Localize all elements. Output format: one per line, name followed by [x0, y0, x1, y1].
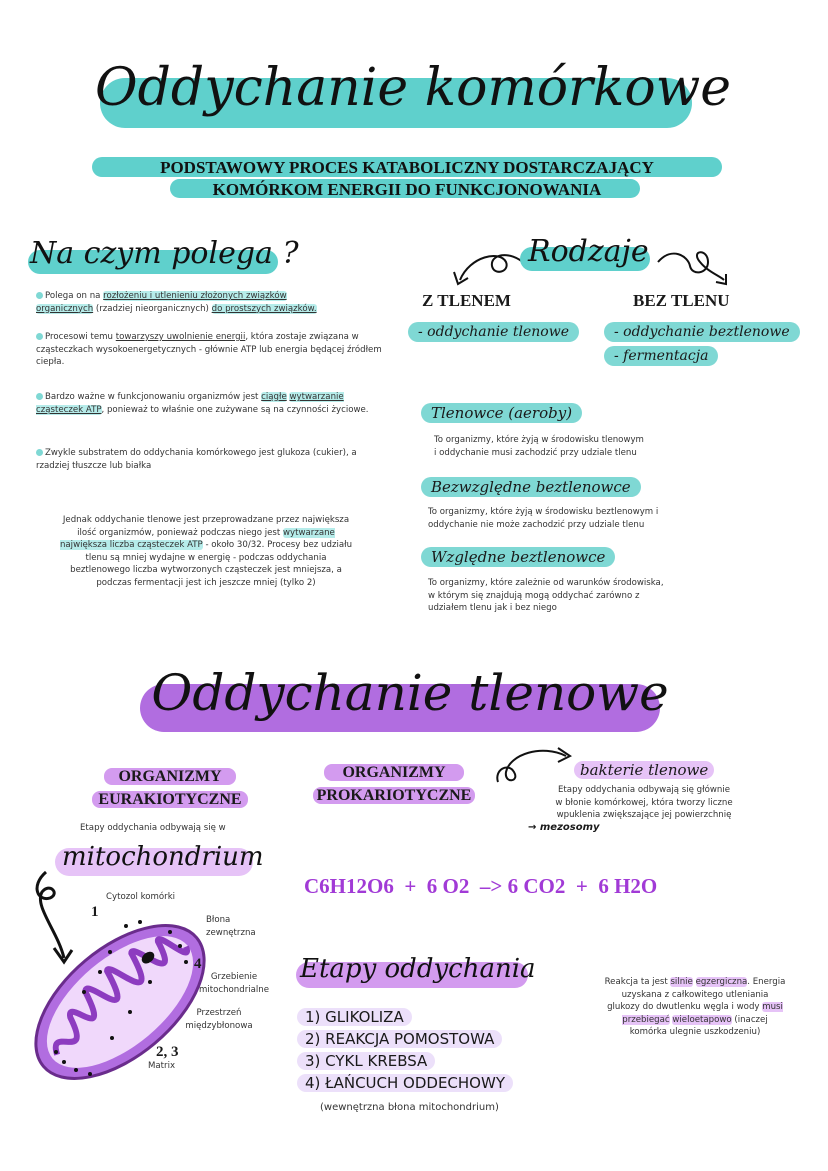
eukaryotic-label: ORGANIZMY EURAKIOTYCZNE	[72, 765, 268, 811]
subtitle-line-2: KOMÓRKOM ENERGII DO FUNKCJONOWANIA	[212, 180, 602, 199]
na-czym-p4: Zwykle substratem do oddychania komórkowego jest glukoza (cukier), a rzadziej tłuszcze lub białka	[36, 448, 357, 471]
curly-arrow-icon	[37, 872, 64, 958]
label-num-23: 2, 3	[156, 1044, 179, 1060]
bullet-icon	[36, 449, 43, 456]
subtitle	[92, 157, 722, 201]
bakterie-desc: Etapy oddychania odbywają się głównie w błonie komórkowej, która tworzy liczne wpuklenia zwiększające jej powierzchnię	[555, 785, 733, 820]
type-desc-wzgledne: To organizmy, które zależnie od warunków środowiska, w którym się znajdują mogą oddychać zarówno z udziałem tlenu jak i bez niego	[428, 578, 664, 613]
bullet-icon	[36, 292, 43, 299]
bullet-icon	[36, 333, 43, 340]
bez-tlenu-item-1: - oddychanie beztlenowe	[604, 322, 800, 342]
type-desc-tlenowce: To organizmy, które żyją w środowisku tlenowym i oddychanie musi zachodzić przy udziale tlenu	[434, 435, 644, 458]
eukaryotic-desc: Etapy oddychania odbywają się w	[80, 823, 226, 833]
label-blona: Błona zewnętrzna	[206, 915, 256, 938]
bez-tlenu-label: BEZ TLENU	[633, 291, 730, 310]
na-czym-p2: Procesowi temu towarzyszy uwolnienie energii, która zostaje związana w cząsteczkach wysokoenergetycznych - głównie ATP lub energia będącej źródłem ciepła.	[36, 332, 382, 367]
label-cytozol: Cytozol komórki	[106, 892, 176, 902]
label-num-4: 4	[194, 956, 202, 972]
etapy-title: Etapy oddychania	[300, 954, 536, 984]
z-tlenem-label: Z TLENEM	[422, 291, 511, 310]
swirl-left-icon	[460, 255, 525, 280]
na-czym-p3: Bardzo ważne w funkcjonowaniu organizmów jest ciągłe wytwarzanie cząsteczek ATP, ponieważ to właśnie one zużywane są na czynności życiowe.	[36, 392, 369, 415]
bakterie-label: bakterie tlenowe	[574, 761, 714, 779]
etap-2: 2) REAKCJA POMOSTOWA	[297, 1030, 502, 1048]
label-przestrzen: Przestrzeń międzybłonowa	[185, 1008, 253, 1031]
etap-1: 1) GLIKOLIZA	[297, 1008, 412, 1026]
type-desc-bezwzgledne: To organizmy, które żyją w środowisku beztlenowym i oddychanie nie może zachodzić przy udziale tlenu	[428, 507, 659, 530]
subtitle-line-1: PODSTAWOWY PROCES KATABOLICZNY DOSTARCZAJĄCY	[160, 158, 654, 177]
prokaryotic-label: ORGANIZMY PROKARIOTYCZNE	[290, 761, 498, 807]
bullet-icon	[36, 393, 43, 400]
etap-4: 4) ŁAŃCUCH ODDECHOWY	[297, 1074, 513, 1092]
etapy-list	[297, 1006, 513, 1094]
equation: C6H12O6 + 6 O2 –> 6 CO2 + 6 H2O	[304, 874, 658, 898]
type-title-tlenowce: Tlenowce (aeroby)	[421, 403, 582, 423]
z-tlenem-item: - oddychanie tlenowe	[408, 322, 579, 342]
mito-label: mitochondrium	[62, 842, 264, 872]
etapy-note: (wewnętrzna błona mitochondrium)	[320, 1102, 499, 1113]
etap-3: 3) CYKL KREBSA	[297, 1052, 435, 1070]
bez-tlenu-item-2: - fermentacja	[604, 346, 718, 366]
label-matrix: Matrix	[148, 1061, 176, 1071]
reakcja-note: Reakcja ta jest silnie egzergiczna. Energia uzyskana z całkowitego utleniania glukozy do dwutlenku węgla i wody musi przebiegać wieloetapowo (inaczej komórka ulegnie uszkodzeniu)	[604, 977, 786, 1037]
bakterie-swirl	[492, 740, 582, 790]
na-czym-title: Na czym polega ?	[30, 236, 299, 271]
na-czym-note: Jednak oddychanie tlenowe jest przeprowadzane przez największa ilość organizmów, ponieważ podczas niego jest wytwarzane największa liczba cząsteczek ATP - około 30/32. Procesy bez udziału tlenu są mniej wydajne w energię - podczas oddychania beztlenowego liczba wytworzonych cząsteczek jest mniejsza, a podczas fermentacji jest ich jeszcze mniej (tylko 2)	[59, 515, 353, 588]
label-num-1: 1	[91, 904, 99, 920]
na-czym-p1: Polega on na rozłożeniu i utlenieniu złożonych związków organicznych (rzadziej nieorganicznych) do prostszych związków.	[36, 291, 317, 314]
type-title-bezwzgledne: Bezwzględne beztlenowce	[421, 477, 641, 497]
label-grzebienie: Grzebienie mitochondrialne	[198, 972, 270, 995]
tlenowe-title: Oddychanie tlenowe	[151, 664, 669, 722]
page-title: Oddychanie komórkowe	[95, 58, 732, 118]
swirl-right-icon	[658, 252, 724, 280]
swirl-arrow-icon	[497, 751, 566, 782]
rodzaje-title: Rodzaje	[528, 234, 649, 269]
type-title-wzgledne: Względne beztlenowce	[421, 547, 615, 567]
mezosomy-note: → mezosomy	[528, 822, 600, 833]
